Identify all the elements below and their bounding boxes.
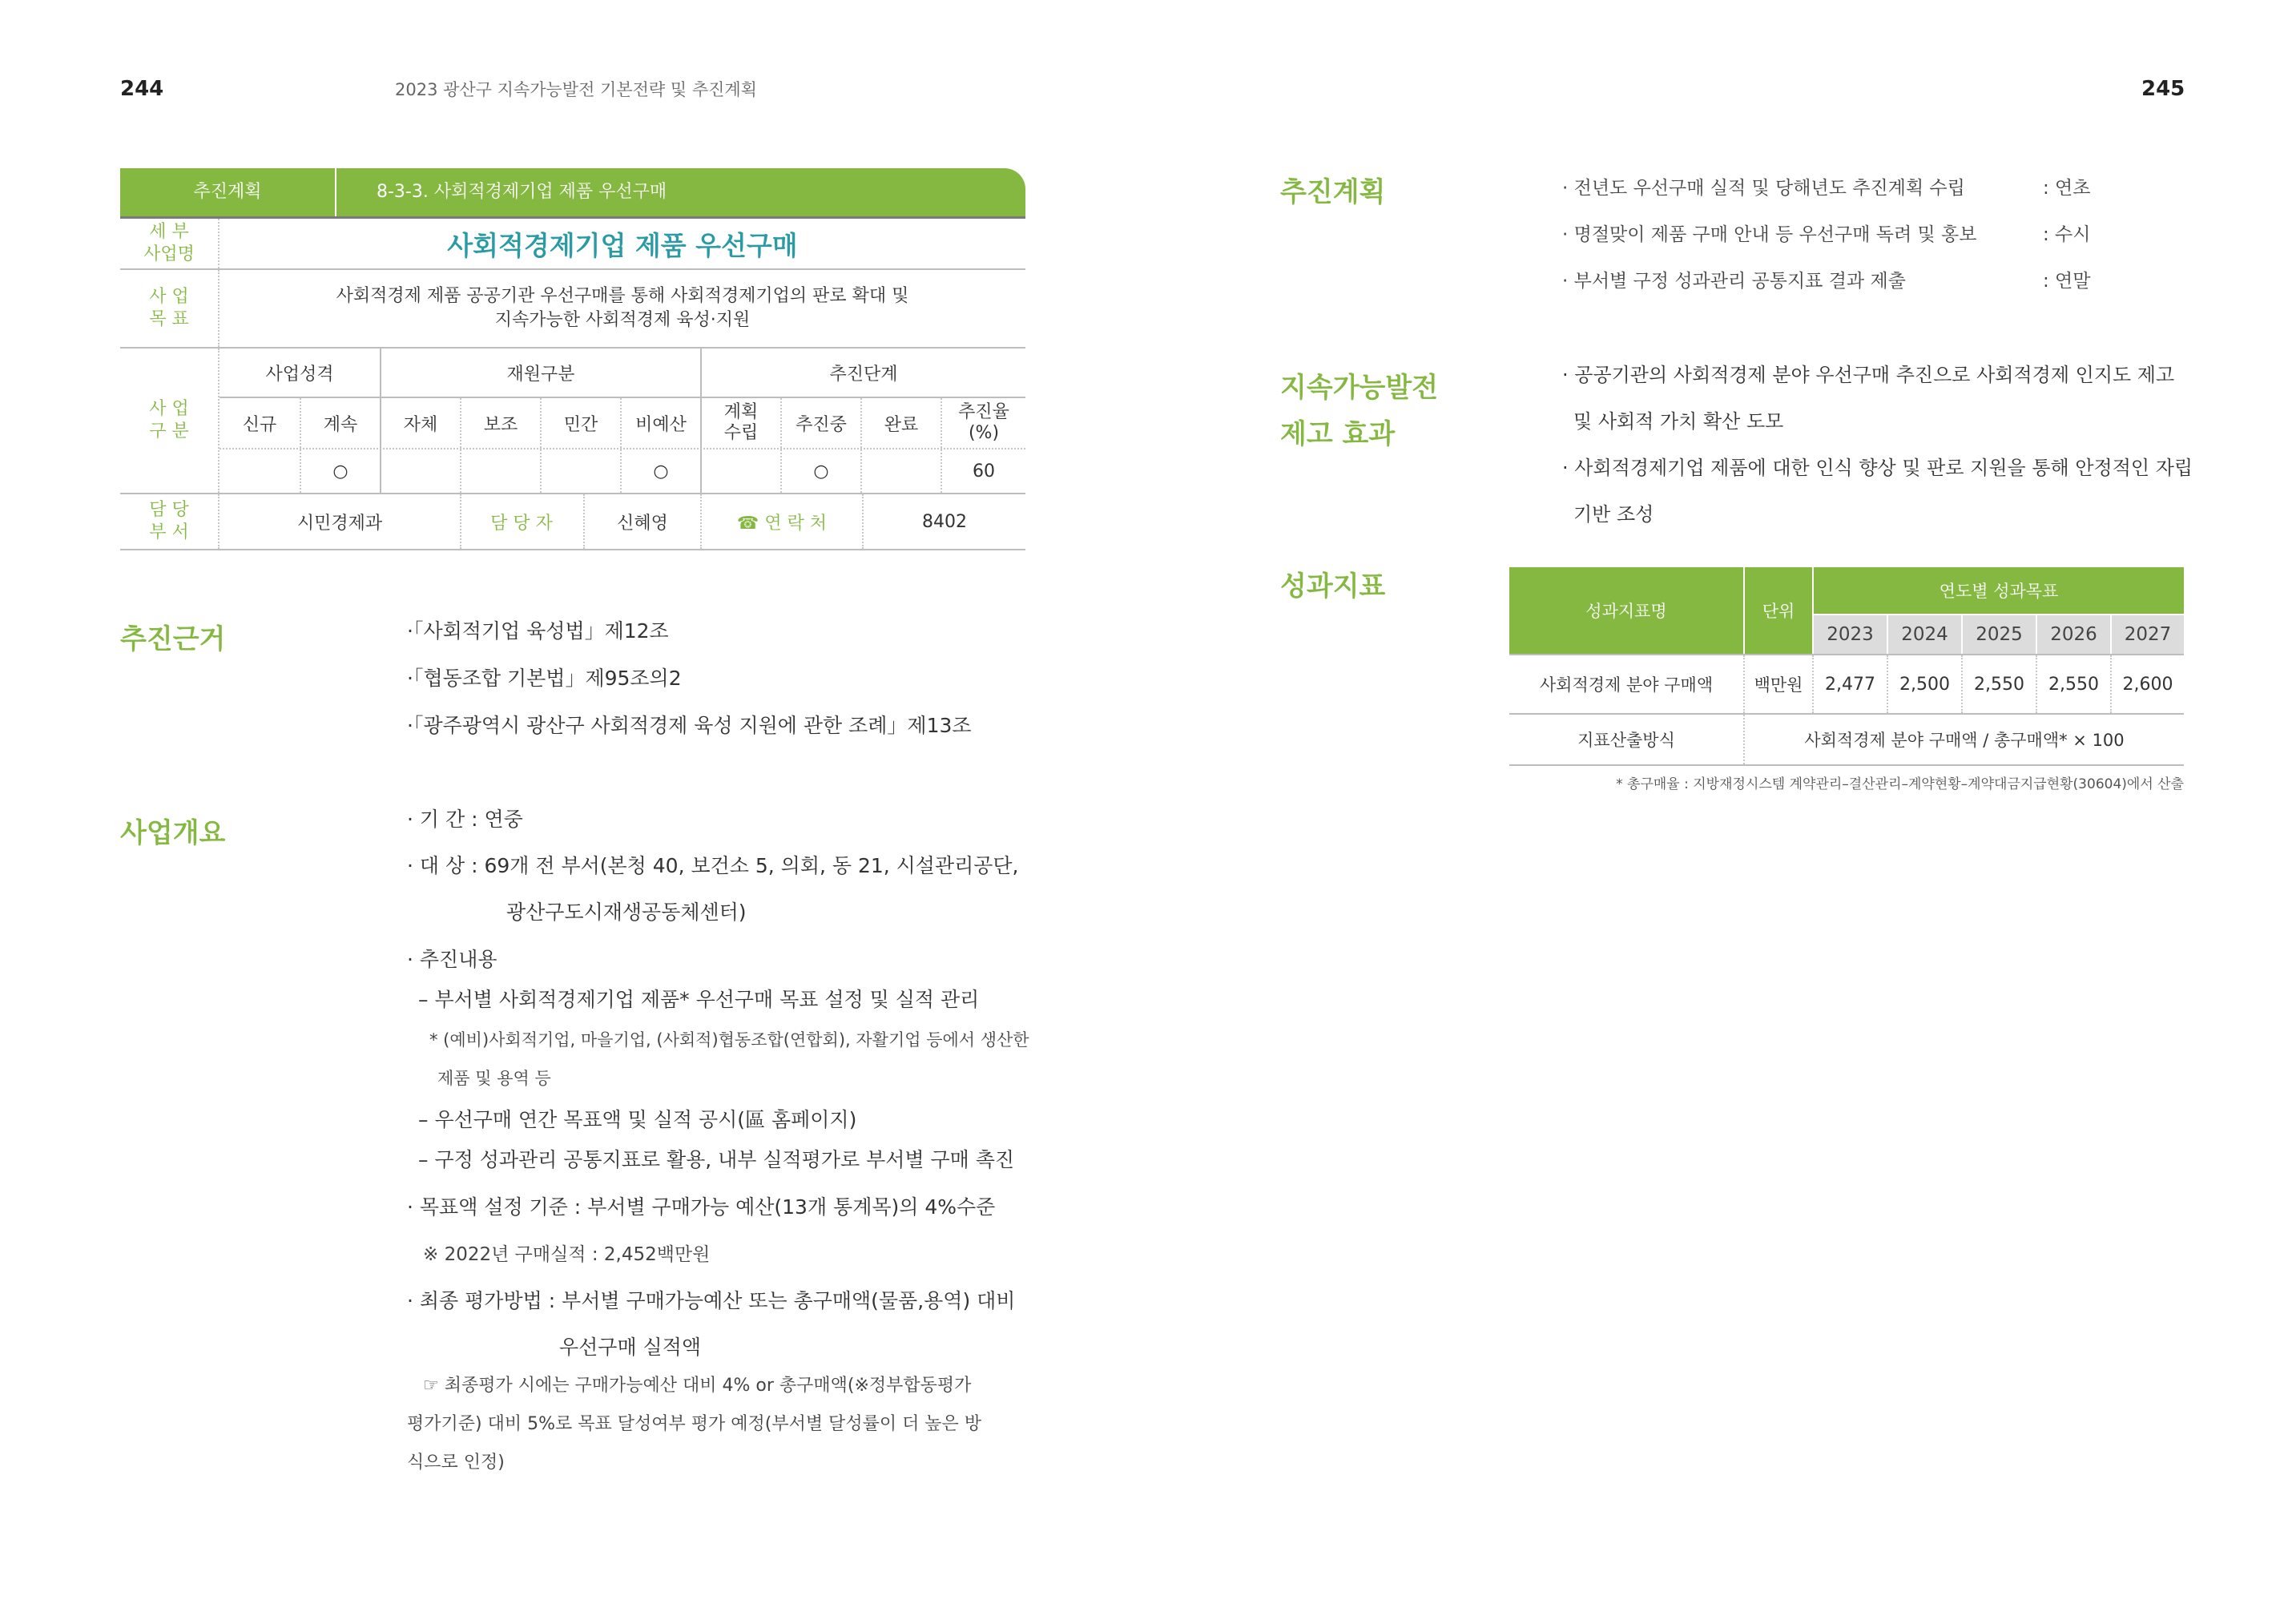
val-progress-rate: 60 bbox=[973, 461, 995, 482]
kpi-col-name: 성과지표명 bbox=[1509, 567, 1743, 654]
contact-value: 8402 bbox=[922, 511, 967, 532]
kpi-row-value: 2,500 bbox=[1899, 674, 1950, 695]
val-complete bbox=[862, 449, 941, 493]
plan-item: · 부서별 구정 성과관리 공통지표 결과 제출 bbox=[1562, 271, 1906, 292]
overview-eval-note-cont: 식으로 인정) bbox=[407, 1453, 505, 1473]
kpi-row-name: 사회적경제 분야 구매액 bbox=[1539, 675, 1714, 695]
kpi-row-value: 2,477 bbox=[1825, 674, 1875, 695]
col-new: 신규 bbox=[242, 414, 277, 435]
sub-project-row bbox=[120, 219, 1025, 270]
kpi-row-unit: 백만원 bbox=[1754, 675, 1803, 695]
kpi-year: 2026 bbox=[2037, 615, 2110, 654]
goal-label: 사 업 목 표 bbox=[120, 270, 220, 347]
kpi-footnote: * 총구매율 : 지방재정시스템 계약관리–결산관리–계약현황–계약대금지급현황(30604)에서 산출 bbox=[1616, 776, 2184, 792]
val-non-budget: ○ bbox=[653, 461, 669, 482]
table-header-right: 8-3-3. 사회적경제기업 제품 우선구매 bbox=[377, 182, 667, 202]
col-continuing: 계속 bbox=[323, 414, 358, 435]
kpi-method-row bbox=[1509, 715, 2184, 766]
project-info-table bbox=[120, 168, 1025, 550]
overview-eval: · 최종 평가방법 : 부서별 구매가능예산 또는 총구매액(물품,용역) 대비 bbox=[407, 1289, 1016, 1312]
department-row bbox=[120, 494, 1025, 550]
col-in-progress: 추진중 bbox=[796, 414, 847, 435]
department-label: 담 당 부 서 bbox=[120, 494, 220, 549]
classification-label: 사 업 구 분 bbox=[120, 349, 220, 493]
group-header-stage: 추진단계 bbox=[829, 364, 898, 385]
overview-title: 사업개요 bbox=[120, 817, 226, 849]
overview-eval-note: ☞ 최종평가 시에는 구매가능예산 대비 4% or 총구매액(※정부합동평가 bbox=[423, 1376, 972, 1396]
overview-target: · 대 상 : 69개 전 부서(본청 40, 보건소 5, 의회, 동 21, 시설관리공단, bbox=[407, 854, 1019, 877]
kpi-table bbox=[1509, 567, 2184, 766]
kpi-year: 2025 bbox=[1963, 615, 2036, 654]
overview-content-item: – 우선구매 연간 목표액 및 실적 공시(區 홈페이지) bbox=[418, 1108, 857, 1131]
left-page-number: 244 bbox=[120, 77, 164, 101]
kpi-year: 2024 bbox=[1888, 615, 1961, 654]
kpi-method-label: 지표산출방식 bbox=[1577, 731, 1675, 750]
overview-record-2022: ※ 2022년 구매실적 : 2,452백만원 bbox=[423, 1244, 711, 1265]
basis-item: ·「사회적기업 육성법」제12조 bbox=[407, 619, 669, 643]
plan-item: · 전년도 우선구매 실적 및 당해년도 추진계획 수립 bbox=[1562, 178, 1965, 199]
effect-line-cont: 기반 조성 bbox=[1573, 503, 1654, 526]
val-planning bbox=[702, 449, 780, 493]
department-value: 시민경제과 bbox=[296, 513, 383, 534]
val-new bbox=[220, 449, 300, 493]
overview-eval-cont: 우선구매 실적액 bbox=[559, 1336, 701, 1359]
group-header-nature: 사업성격 bbox=[265, 364, 334, 385]
overview-content-note: * (예비)사회적기업, 마을기업, (사회적)협동조합(연합회), 자활기업 등에서 생산한 bbox=[429, 1030, 1029, 1050]
manager-value: 신혜영 bbox=[617, 513, 668, 534]
col-planning: 계획 수립 bbox=[723, 402, 759, 443]
kpi-col-group: 연도별 성과목표 bbox=[1814, 567, 2184, 614]
overview-period: · 기 간 : 연중 bbox=[407, 808, 523, 831]
col-subsidy: 보조 bbox=[483, 414, 518, 435]
overview-eval-note-cont: 평가기준) 대비 5%로 목표 달성여부 평가 예정(부서별 달성률이 더 높은 방 bbox=[407, 1414, 982, 1434]
val-private bbox=[542, 449, 620, 493]
val-subsidy bbox=[461, 449, 540, 493]
kpi-row bbox=[1509, 654, 2184, 715]
sub-project-name: 사회적경제기업 제품 우선구매 bbox=[447, 229, 798, 261]
plan-item-when: : 연말 bbox=[2043, 271, 2091, 292]
right-page-number: 245 bbox=[2141, 77, 2185, 101]
val-continuing: ○ bbox=[332, 461, 348, 482]
kpi-method-value: 사회적경제 분야 구매액 / 총구매액* × 100 bbox=[1804, 731, 2125, 750]
overview-target-amount: · 목표액 설정 기준 : 부서별 구매가능 예산(13개 통계목)의 4%수준 bbox=[407, 1195, 996, 1219]
basis-item: ·「협동조합 기본법」제95조의2 bbox=[407, 667, 682, 690]
sub-project-label: 세 부 사업명 bbox=[120, 219, 220, 268]
kpi-row-value: 2,600 bbox=[2122, 674, 2173, 695]
classification-row bbox=[120, 349, 1025, 494]
contact-label: ☎ 연 락 처 bbox=[736, 513, 828, 534]
kpi-year: 2027 bbox=[2112, 615, 2184, 654]
col-non-budget: 비예산 bbox=[635, 414, 687, 435]
table-header-bar bbox=[120, 168, 1025, 216]
group-header-funding: 재원구분 bbox=[506, 364, 575, 385]
val-own bbox=[381, 449, 460, 493]
overview-content-head: · 추진내용 bbox=[407, 948, 497, 971]
col-progress-rate: 추진율 (%) bbox=[958, 402, 1009, 443]
kpi-row-value: 2,550 bbox=[2048, 674, 2099, 695]
col-private: 민간 bbox=[563, 414, 598, 435]
plan-item-when: : 수시 bbox=[2043, 224, 2091, 245]
effect-line: · 사회적경제기업 제품에 대한 인식 향상 및 판로 지원을 통해 안정적인 자립 bbox=[1562, 457, 2193, 479]
kpi-title: 성과지표 bbox=[1280, 570, 1386, 602]
overview-content-note-cont: 제품 및 용역 등 bbox=[437, 1069, 551, 1088]
goal-text: 사회적경제 제품 공공기관 우선구매를 통해 사회적경제기업의 판로 확대 및 지속가능한 사회적경제 육성·지원 bbox=[336, 286, 909, 330]
effect-title-cont: 제고 효과 bbox=[1280, 418, 1396, 450]
overview-content-item: – 구정 성과관리 공통지표로 활용, 내부 실적평가로 부서별 구매 촉진 bbox=[418, 1148, 1015, 1171]
overview-content-item: – 부서별 사회적경제기업 제품* 우선구매 목표 설정 및 실적 관리 bbox=[418, 988, 980, 1011]
plan-title: 추진계획 bbox=[1280, 176, 1386, 208]
kpi-col-unit: 단위 bbox=[1745, 567, 1812, 654]
running-header: 2023 광산구 지속가능발전 기본전략 및 추진계획 bbox=[395, 80, 757, 99]
effect-line: · 공공기관의 사회적경제 분야 우선구매 추진으로 사회적경제 인지도 제고 bbox=[1562, 364, 2175, 386]
kpi-row-value: 2,550 bbox=[1974, 674, 2024, 695]
table-header-left: 추진계획 bbox=[120, 168, 336, 216]
manager-label: 담 당 자 bbox=[490, 513, 553, 534]
effect-line-cont: 및 사회적 가치 확산 도모 bbox=[1573, 410, 1784, 433]
basis-title: 추진근거 bbox=[120, 623, 226, 655]
col-complete: 완료 bbox=[884, 414, 919, 435]
val-in-progress: ○ bbox=[813, 461, 829, 482]
plan-item-when: : 연초 bbox=[2043, 178, 2091, 199]
kpi-year: 2023 bbox=[1814, 615, 1887, 654]
overview-target-cont: 광산구도시재생공동체센터) bbox=[506, 901, 747, 924]
col-own: 자체 bbox=[403, 414, 438, 435]
basis-item: ·「광주광역시 광산구 사회적경제 육성 지원에 관한 조례」제13조 bbox=[407, 714, 972, 737]
plan-item: · 명절맞이 제품 구매 안내 등 우선구매 독려 및 홍보 bbox=[1562, 224, 1977, 245]
effect-title: 지속가능발전 bbox=[1280, 372, 1439, 404]
goal-row bbox=[120, 270, 1025, 349]
